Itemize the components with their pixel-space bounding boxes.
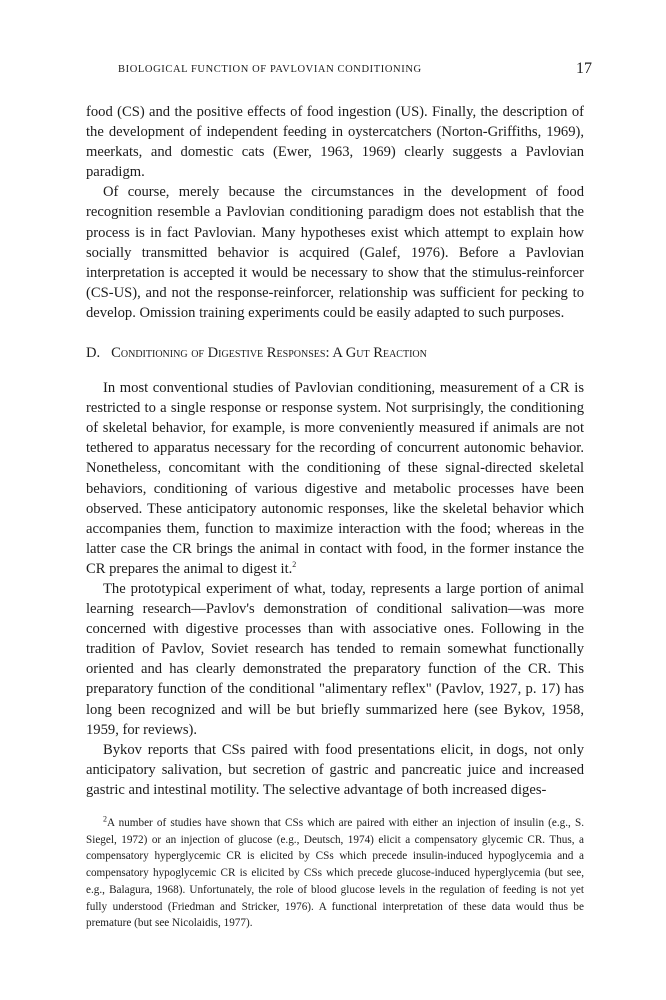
paragraph-4: The prototypical experiment of what, today, represents a large portion of animal learning research—Pavlov's demonstration of conditional salivation—was more concerned with digestive processes than with associative ones. Following in the tradition of Pavlov, Soviet research has tended to remain somewhat functionally oriented and has clearly demonstrated the preparatory function of the CR. This preparatory function of the conditional "alimentary reflex" (Pavlov, 1927, p. 17) has long been recognized and will be but briefly summarized here (see Bykov, 1958, 1959, for reviews).	[86, 580, 584, 738]
footnote-text: A number of studies have shown that CSs which are paired with either an injection of insulin (e.g., S. Siegel, 1972) or an injection of glucose (e.g., Deutsch, 1974) elicit a compensatory glycemic CR. Thus, a compensatory hyperglycemic CR is elicited by CSs which precede insulin-induced hypoglycemia and a compensatory hypoglycemic CR is elicited by CSs which precede glucose-induced hyperglycemia (but see, e.g., Balagura, 1968). Unfortunately, the role of blood glucose levels in the regulation of feeding is not yet fully understood (Friedman and Stricker, 1976). A functional interpretation of these data would thus be premature (but see Nicolaidis, 1977).	[86, 817, 584, 930]
paragraph-1: food (CS) and the positive effects of food ingestion (US). Finally, the description of the development of independent feeding in oystercatchers (Norton-Griffiths, 1969), meerkats, and domestic cats (Ewer, 1963, 1969) clearly suggests a Pavlovian paradigm.	[86, 104, 584, 181]
footnote-marker: 2	[103, 814, 107, 824]
footnote-paragraph	[86, 815, 584, 932]
paragraph-2: Of course, merely because the circumstances in the development of food recognition resemble a Pavlovian conditioning paradigm does not establish that the process is in fact Pavlovian. Many hypotheses exist which attempt to explain how socially transmitted behavior is acquired (Galef, 1976). Before a Pavlovian interpretation is accepted it would be necessary to show that the stimulus-reinforcer (CS-US), and not the response-reinforcer, relationship was sufficient for pecking to develop. Omission training experiments could be easily adapted to such purposes.	[86, 184, 584, 321]
body-text	[86, 102, 584, 800]
paragraph-3	[86, 378, 584, 579]
paragraph-5: Bykov reports that CSs paired with food presentations elicit, in dogs, not only anticipatory salivation, but secretion of gastric and pancreatic juice and increased gastric and intestinal motility. The selective advantage of both increased diges-	[86, 741, 584, 798]
running-head: BIOLOGICAL FUNCTION OF PAVLOVIAN CONDITIONING	[118, 64, 422, 75]
section-heading	[86, 343, 584, 363]
section-title: Conditioning of Digestive Responses: A Gut Reaction	[111, 345, 427, 362]
footnote	[86, 815, 584, 932]
paragraph-3-text: In most conventional studies of Pavlovian conditioning, measurement of a CR is restricted to a single response or response system. Not surprisingly, the conditioning of skeletal behavior, for example, is more conveniently measured if animals are not tethered to apparatus necessary for the recording of concurrent autonomic behavior. Nonetheless, concomitant with the conditioning of these signal-directed skeletal behaviors, conditioning of various digestive and metabolic processes have been observed. These anticipatory autonomic responses, like the skeletal behavior which accompanies them, function to maximize interaction with the food; whereas in the latter case the CR brings the animal in contact with food, in the former instance the CR prepares the animal to digest it.	[86, 380, 584, 577]
page-number: 17	[576, 60, 592, 77]
section-label: D.	[86, 345, 101, 362]
footnote-reference: 2	[292, 560, 297, 570]
